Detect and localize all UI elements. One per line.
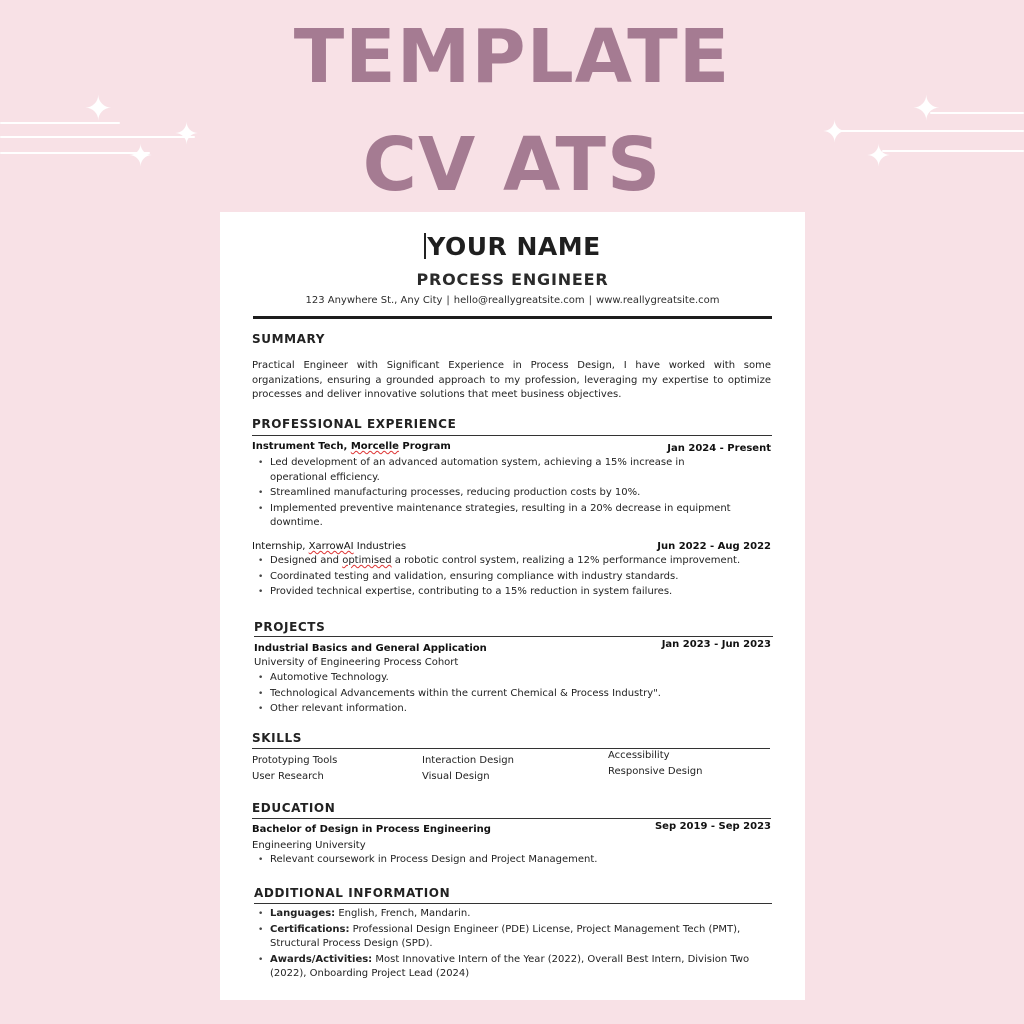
education-heading: EDUCATION: [252, 801, 336, 815]
sparkle-icon: ✦: [174, 117, 200, 152]
education-date: Sep 2019 - Sep 2023: [654, 821, 771, 832]
section-divider: [252, 818, 771, 819]
list-item: • Languages: English, French, Mandarin.: [252, 907, 752, 922]
header-divider: [253, 316, 772, 319]
banner-title-line2: CV ATS: [362, 122, 662, 208]
resume-document: [220, 212, 805, 1000]
summary-heading: SUMMARY: [252, 332, 326, 346]
sparkle-icon: ✦: [912, 89, 941, 129]
project-date: Jan 2023 - Jun 2023: [661, 639, 771, 650]
list-item: • Technological Advancements within the current Chemical & Process Industry".: [252, 687, 742, 702]
resume-role: PROCESS ENGINEER: [416, 270, 609, 289]
skill-item: Accessibility: [608, 750, 670, 761]
list-item: • Relevant coursework in Process Design and Project Management.: [252, 853, 742, 868]
contact-address: 123 Anywhere St., Any City: [305, 295, 443, 306]
contact-line: 123 Anywhere St., Any City | hello@reallygreatsite.com | www.reallygreatsite.com: [305, 295, 720, 306]
sparkle-icon: ✦: [866, 139, 892, 174]
list-item: • Awards/Activities: Most Innovative Intern of the Year (2022), Overall Best Intern, Division Two (2022), Onboarding Project Lead (2024): [252, 953, 752, 982]
sparkle-icon: ✦: [822, 115, 848, 150]
section-divider: [252, 748, 770, 749]
list-item: • Implemented preventive maintenance strategies, resulting in a 20% decrease in equipment downtime.: [252, 502, 742, 531]
list-item: • Coordinated testing and validation, ensuring compliance with industry standards.: [252, 570, 742, 585]
project-name: Industrial Basics and General Application: [254, 643, 487, 654]
section-divider: [254, 903, 772, 904]
skill-item: User Research: [252, 771, 324, 782]
list-item: • Certifications: Professional Design Engineer (PDE) License, Project Management Tech (PMT), Structural Process Design (SPD).: [252, 923, 752, 952]
contact-email: hello@reallygreatsite.com: [453, 295, 585, 306]
skill-item: Visual Design: [422, 771, 490, 782]
job-title: Internship, XarrowAI Industries: [252, 541, 407, 552]
list-item: • Designed and optimised a robotic control system, realizing a 12% performance improvement.: [252, 554, 742, 569]
project-bullets: [252, 671, 742, 718]
text-cursor: [424, 233, 426, 259]
skill-item: Responsive Design: [608, 766, 703, 777]
sparkle-icon: ✦: [128, 139, 154, 174]
banner-title-line1: TEMPLATE: [293, 14, 731, 100]
degree-name: Bachelor of Design in Process Engineering: [252, 824, 491, 835]
job-title: Instrument Tech, Morcelle Program: [252, 441, 451, 452]
list-item: • Automotive Technology.: [252, 671, 742, 686]
skills-heading: SKILLS: [252, 731, 302, 745]
experience-heading: PROFESSIONAL EXPERIENCE: [252, 417, 457, 431]
job-date: Jun 2022 - Aug 2022: [657, 541, 771, 552]
additional-bullets: [252, 907, 752, 983]
projects-heading: PROJECTS: [254, 620, 326, 634]
job-date: Jan 2024 - Present: [667, 443, 771, 454]
list-item: • Other relevant information.: [252, 702, 742, 717]
resume-name[interactable]: YOUR NAME: [220, 232, 805, 261]
education-bullets: [252, 853, 742, 869]
project-org: University of Engineering Process Cohort: [254, 657, 459, 668]
section-divider: [254, 636, 773, 637]
skill-item: Interaction Design: [422, 755, 514, 766]
list-item: • Streamlined manufacturing processes, reducing production costs by 10%.: [252, 486, 742, 501]
sparkle-icon: ✦: [84, 89, 113, 129]
section-divider: [252, 435, 772, 436]
job-bullets: [252, 456, 742, 532]
skill-item: Prototyping Tools: [252, 755, 338, 766]
list-item: • Provided technical expertise, contributing to a 15% reduction in system failures.: [252, 585, 742, 600]
contact-website: www.reallygreatsite.com: [596, 295, 720, 306]
list-item: • Led development of an advanced automation system, achieving a 15% increase in operational efficiency.: [252, 456, 742, 485]
additional-heading: ADDITIONAL INFORMATION: [254, 886, 451, 900]
summary-text: Practical Engineer with Significant Experience in Process Design, I have worked with some organizations, ensuring a grounded approach to my profession, leveraging my expertise to optimize processes and deliver innovative solutions that meet business objectives.: [252, 360, 771, 400]
school-name: Engineering University: [252, 840, 366, 851]
job-bullets: [252, 554, 742, 601]
